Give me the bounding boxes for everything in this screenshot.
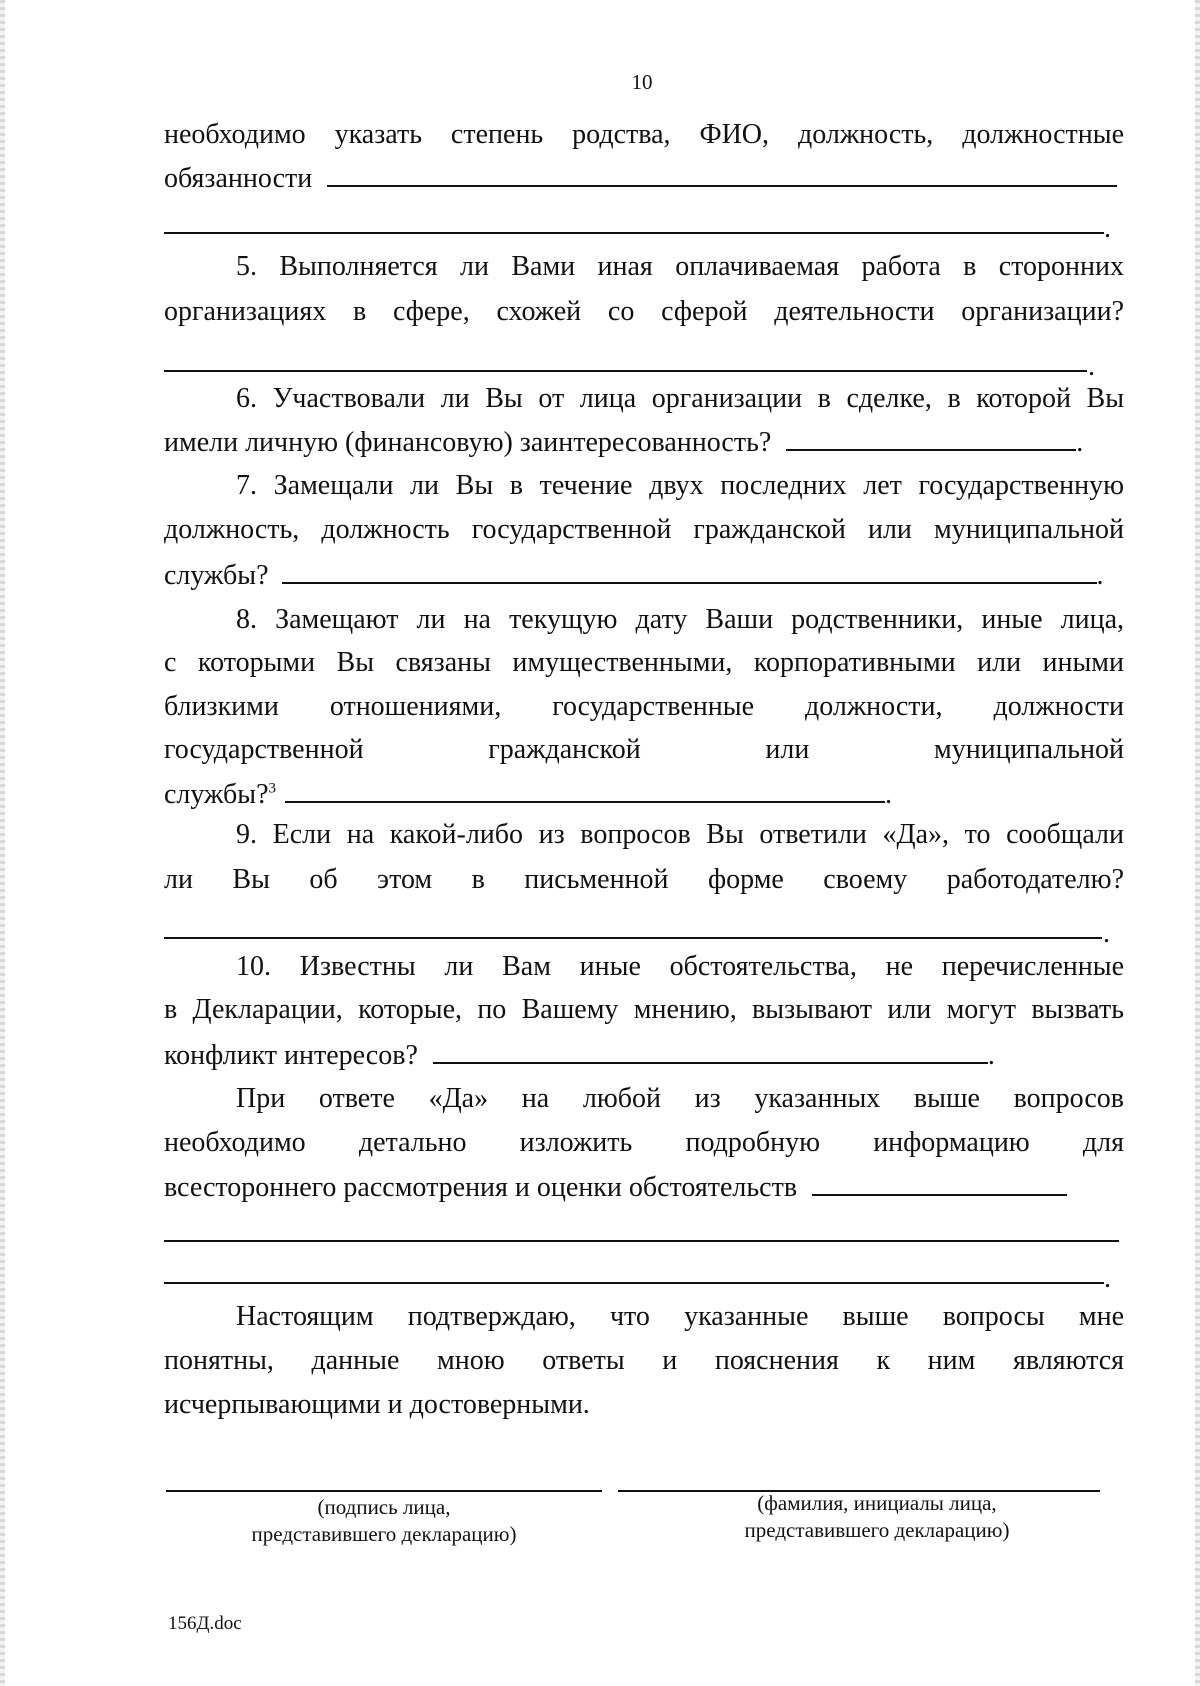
q10-line-1: 10. Известны ли Вам иные обстоятельства, не перечисленные <box>236 951 1124 982</box>
name-initials-caption <box>636 1490 1118 1544</box>
q10-text: конфликт интересов? <box>164 1040 418 1071</box>
page-number: 10 <box>631 70 653 94</box>
confirm-line-2: понятны, данные мною ответы и пояснения к ним являются <box>164 1345 1124 1376</box>
period: . <box>1104 1263 1111 1294</box>
q9-line-1: 9. Если на какой-либо из вопросов Вы ответили «Да», то сообщали <box>236 819 1124 850</box>
q8-line-1: 8. Замещают ли на текущую дату Ваши родственники, иные лица, <box>236 604 1124 635</box>
intro-line-1: необходимо указать степень родства, ФИО, должность, должностные <box>164 119 1124 150</box>
q10-line-3 <box>164 1038 1124 1073</box>
signature-caption-line-2: представившего декларацию) <box>251 1522 517 1546</box>
yes-line-3 <box>164 1170 1124 1205</box>
answer-blank-rule[interactable] <box>164 232 1104 234</box>
q8-line-3: близкими отношениями, государственные должности, должности <box>164 691 1124 722</box>
period: . <box>1088 351 1095 382</box>
q5-answer-blank[interactable] <box>164 370 1087 372</box>
period: . <box>1103 918 1110 949</box>
q8-line-5 <box>164 777 1124 812</box>
period: . <box>1076 427 1084 458</box>
confirm-line-3: исчерпывающими и достоверными. <box>164 1389 590 1420</box>
signature-caption-line-1: (подпись лица, <box>317 1495 451 1519</box>
q6-text: имели личную (финансовую) заинтересованность? <box>164 427 772 458</box>
confirm-line-1: Настоящим подтверждаю, что указанные выше вопросы мне <box>236 1301 1124 1332</box>
period: . <box>1104 213 1111 244</box>
q6-line-2 <box>164 425 1124 460</box>
q7-line-2: должность, должность государственной гражданской или муниципальной <box>164 514 1124 545</box>
yes-line-1: При ответе «Да» на любой из указанных выше вопросов <box>236 1083 1124 1114</box>
q7-line-3 <box>164 558 1124 593</box>
q8-text: службы? <box>164 779 269 810</box>
q10-line-2: в Декларации, которые, по Вашему мнению, вызывают или могут вызвать <box>164 994 1124 1025</box>
period: . <box>987 1040 995 1071</box>
q6-answer-blank[interactable] <box>786 425 1076 451</box>
q7-answer-blank[interactable] <box>282 558 1097 584</box>
q9-line-2: ли Вы об этом в письменной форме своему работодателю? <box>164 864 1124 895</box>
answer-blank[interactable] <box>327 161 1117 187</box>
signature-line[interactable] <box>166 1490 602 1492</box>
footnote-marker[interactable]: 3 <box>268 780 276 797</box>
period: . <box>1096 560 1104 591</box>
intro-line-2 <box>164 161 1124 196</box>
name-initials-caption-line-1: (фамилия, инициалы лица, <box>757 1491 997 1515</box>
signature-caption <box>166 1494 602 1548</box>
period: . <box>885 779 892 810</box>
q5-line-1: 5. Выполняется ли Вами иная оплачиваемая работа в сторонних <box>236 251 1124 282</box>
q6-line-1: 6. Участвовали ли Вы от лица организации в сделке, в которой Вы <box>236 383 1124 414</box>
q7-line-1: 7. Замещали ли Вы в течение двух последних лет государственную <box>236 470 1124 501</box>
q7-text: службы? <box>164 560 269 591</box>
yes-line-2: необходимо детально изложить подробную информацию для <box>164 1127 1124 1158</box>
scan-edge-left <box>0 0 5 1686</box>
yes-text: всестороннего рассмотрения и оценки обстоятельств <box>164 1172 798 1203</box>
scan-edge-right <box>1195 0 1200 1686</box>
name-initials-caption-line-2: представившего декларацию) <box>744 1518 1010 1542</box>
details-answer-blank[interactable] <box>812 1170 1067 1196</box>
details-answer-blank-2[interactable] <box>164 1240 1119 1242</box>
q8-line-4: государственной гражданской или муниципальной <box>164 734 1124 765</box>
q10-answer-blank[interactable] <box>433 1038 988 1064</box>
q5-line-2: организациях в сфере, схожей со сферой деятельности организации? <box>164 296 1124 327</box>
details-answer-blank-3[interactable] <box>164 1282 1104 1284</box>
intro-text: обязанности <box>164 163 313 194</box>
q8-line-2: с которыми Вы связаны имущественными, корпоративными или иными <box>164 647 1124 678</box>
q8-answer-blank[interactable] <box>285 777 885 803</box>
footer-filename: 156Д.doc <box>168 1613 242 1634</box>
q9-answer-blank[interactable] <box>164 937 1102 939</box>
